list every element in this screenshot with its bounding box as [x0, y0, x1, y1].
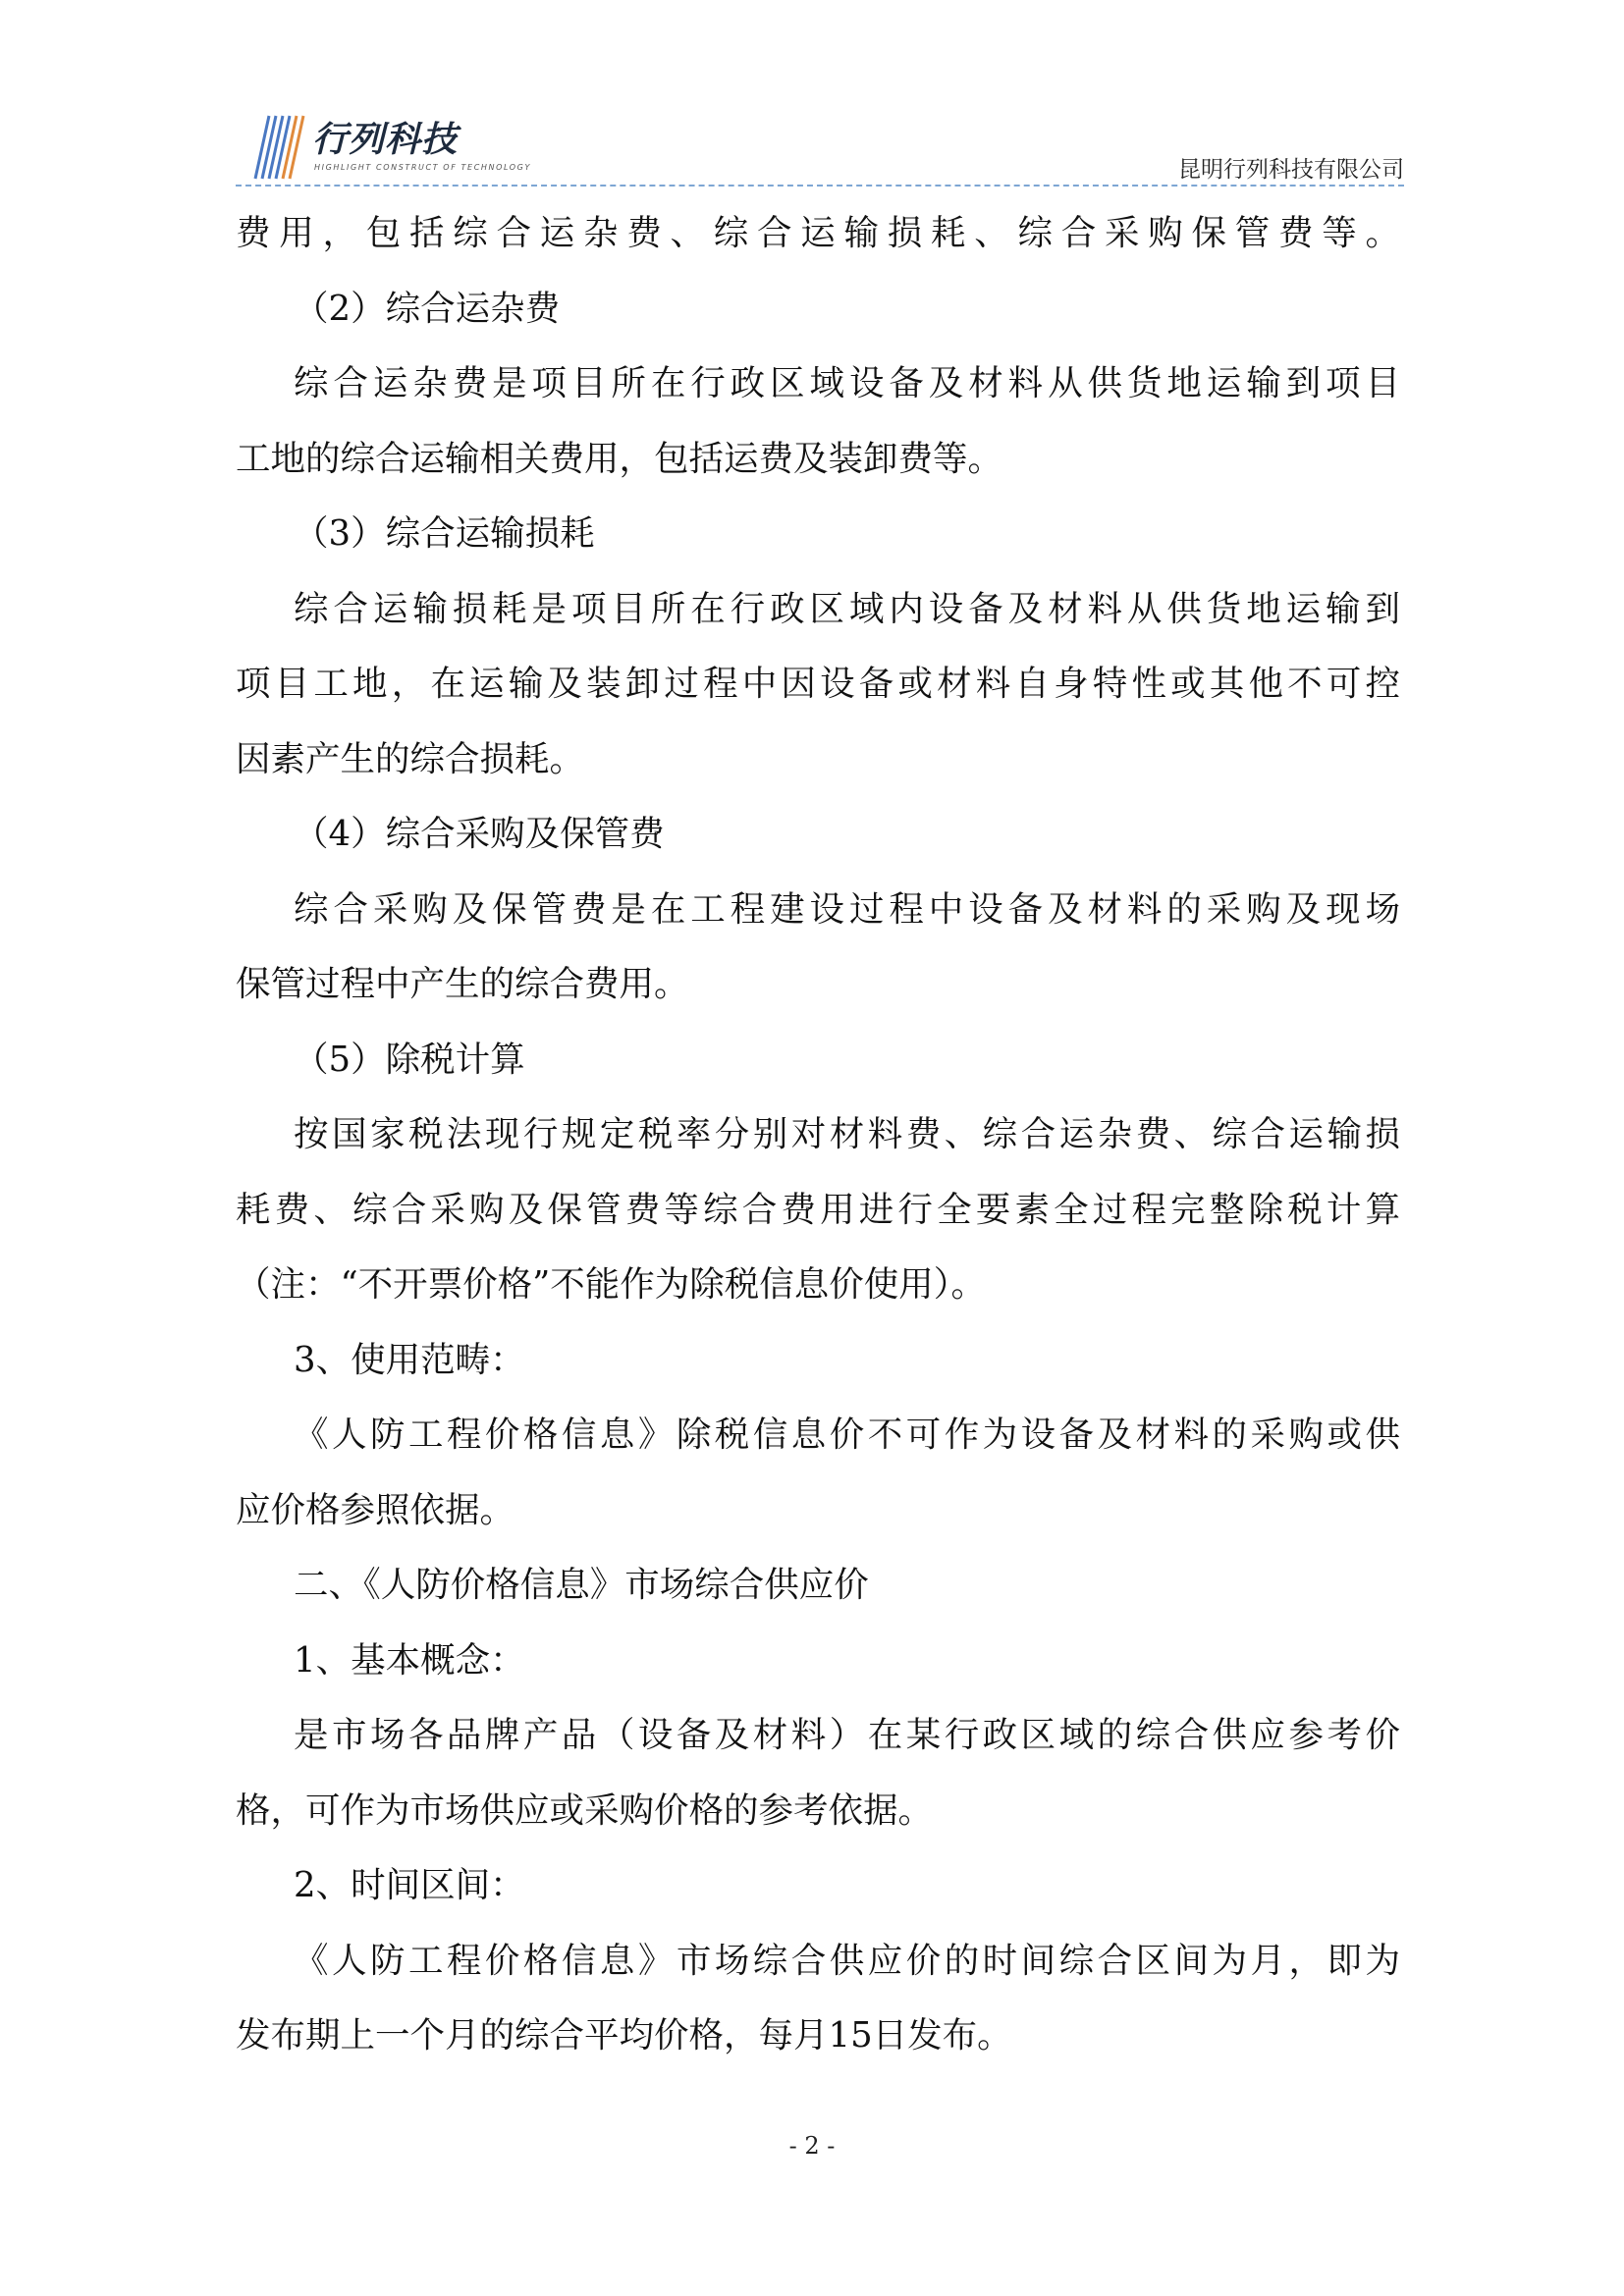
- paragraph-line: 综合运输损耗是项目所在行政区域内设备及材料从供货地运输到: [294, 588, 1400, 629]
- paragraph-line: 综合运杂费是项目所在行政区域设备及材料从供货地运输到项目: [294, 363, 1400, 403]
- paragraph-line: 《人防工程价格信息》除税信息价不可作为设备及材料的采购或供: [294, 1415, 1400, 1455]
- paragraph-line: 是市场各品牌产品（设备及材料）在某行政区域的综合供应参考价: [294, 1715, 1400, 1755]
- paragraph-line: 保管过程中产生的综合费用。: [236, 964, 689, 1004]
- paragraph-line: 工地的综合运输相关费用，包括运费及装卸费等。: [236, 438, 1003, 479]
- section-heading: （2）综合运杂费: [294, 288, 561, 329]
- paragraph-line: 格，可作为市场供应或采购价格的参考依据。: [236, 1789, 934, 1831]
- paragraph-line: 按国家税法现行规定税率分别对材料费、综合运杂费、综合运输损: [294, 1114, 1400, 1154]
- paragraph-line: 项目工地，在运输及装卸过程中因设备或材料自身特性或其他不可控: [236, 664, 1400, 704]
- section-heading: （4）综合采购及保管费: [294, 814, 665, 854]
- logo-tagline: HIGHLIGHT CONSTRUCT OF TECHNOLOGY: [314, 163, 531, 172]
- section-heading: 3、使用范畴：: [294, 1339, 525, 1380]
- paragraph-line: 应价格参照依据。: [236, 1489, 515, 1530]
- header-divider: [236, 185, 1404, 187]
- paragraph-line: 发布期上一个月的综合平均价格，每月15日发布。: [236, 2015, 1012, 2056]
- paragraph-line: 耗费、综合采购及保管费等综合费用进行全要素全过程完整除税计算: [236, 1189, 1400, 1230]
- paragraph-line: （注：“不开票价格”不能作为除税信息价使用）。: [236, 1264, 987, 1305]
- paragraph-line: 《人防工程价格信息》市场综合供应价的时间综合区间为月，即为: [294, 1940, 1400, 1981]
- page-number: - 2 -: [788, 2132, 836, 2160]
- section-heading: 1、基本概念：: [294, 1639, 525, 1681]
- company-logo: [236, 110, 530, 185]
- logo-bars-icon: [240, 112, 310, 181]
- section-heading: （5）除税计算: [294, 1039, 525, 1080]
- paragraph-line: 费用，包括综合运杂费、综合运输损耗、综合采购保管费等。: [236, 213, 1400, 253]
- document-body: [236, 196, 1400, 2074]
- company-name: 昆明行列科技有限公司: [1178, 157, 1404, 183]
- paragraph-line: 综合采购及保管费是在工程建设过程中设备及材料的采购及现场: [294, 888, 1400, 930]
- logo-title: 行列科技: [312, 120, 459, 160]
- section-heading: （3）综合运输损耗: [294, 513, 595, 554]
- paragraph-line: 因素产生的综合损耗。: [236, 738, 585, 779]
- section-heading: 2、时间区间：: [294, 1865, 525, 1905]
- section-heading: 二、《人防价格信息》市场综合供应价: [294, 1565, 869, 1605]
- page-header: [236, 110, 1404, 187]
